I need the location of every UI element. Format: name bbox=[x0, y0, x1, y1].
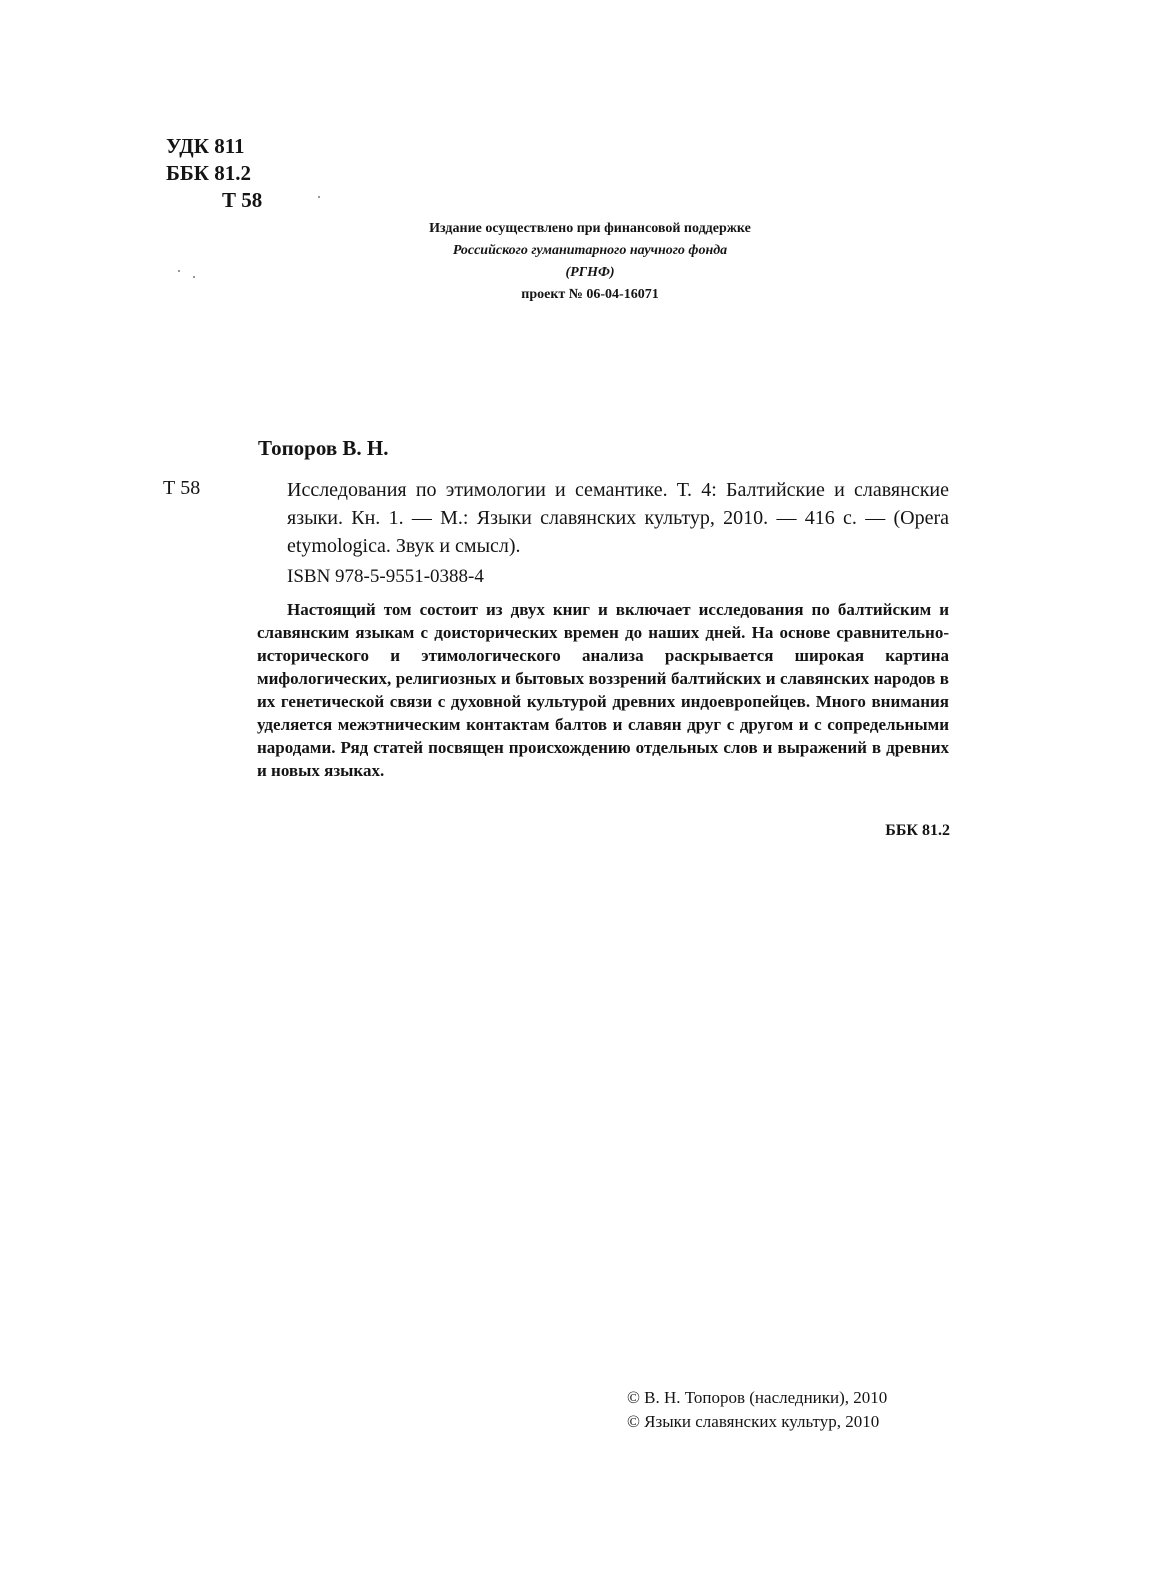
annotation-text: Настоящий том состоит из двух книг и включает исследования по балтийским и славянским языкам с доисторических времен до наших дней. На основе сравнительно-исторического и этимологического анализа раскрывается широкая картина мифологических, религиозных и бытовых воззрений балтийских и славянских народов в их генетической связи с духовной культурой древних индоевропейцев. Много внимания уделяется межэтническим контактам балтов и славян друг с другом и с сопредельными народами. Ряд статей посвящен происхождению отдельных слов и выражений в древних и новых языках. bbox=[257, 600, 949, 780]
copyright-author: © В. Н. Топоров (наследники), 2010 bbox=[627, 1388, 888, 1407]
scan-speck bbox=[178, 270, 180, 272]
scan-speck bbox=[193, 276, 195, 278]
funding-notice bbox=[330, 218, 850, 306]
scan-speck bbox=[318, 196, 320, 198]
author-cipher: Т 58 bbox=[163, 477, 201, 499]
isbn: ISBN 978-5-9551-0388-4 bbox=[287, 566, 484, 587]
annotation bbox=[257, 598, 949, 782]
funding-line-1: Издание осуществлено при финансовой поддержке bbox=[429, 221, 751, 236]
funding-project-number: проект № 06-04-16071 bbox=[521, 287, 659, 302]
funding-foundation: Российского гуманитарного научного фонда bbox=[452, 243, 728, 258]
copyright-block bbox=[627, 1386, 887, 1434]
udk-code: УДК 811 bbox=[166, 134, 245, 158]
bbk-code-bottom: ББК 81.2 bbox=[885, 822, 950, 839]
copyright-publisher: © Языки славянских культур, 2010 bbox=[627, 1412, 880, 1431]
author-name: Топоров В. Н. bbox=[258, 436, 389, 460]
bbk-code: ББК 81.2 bbox=[166, 161, 251, 185]
classification-block bbox=[166, 133, 262, 214]
author-cipher-top: Т 58 bbox=[222, 188, 263, 212]
bibliographic-description: Исследования по этимологии и семантике. Т. 4: Балтийские и славянские языки. Кн. 1. — М.: Языки славянских культур, 2010. — 416 с. — (Opera etymologica. Звук и смысл). bbox=[287, 479, 949, 557]
funding-abbreviation: (РГНФ) bbox=[565, 265, 615, 280]
